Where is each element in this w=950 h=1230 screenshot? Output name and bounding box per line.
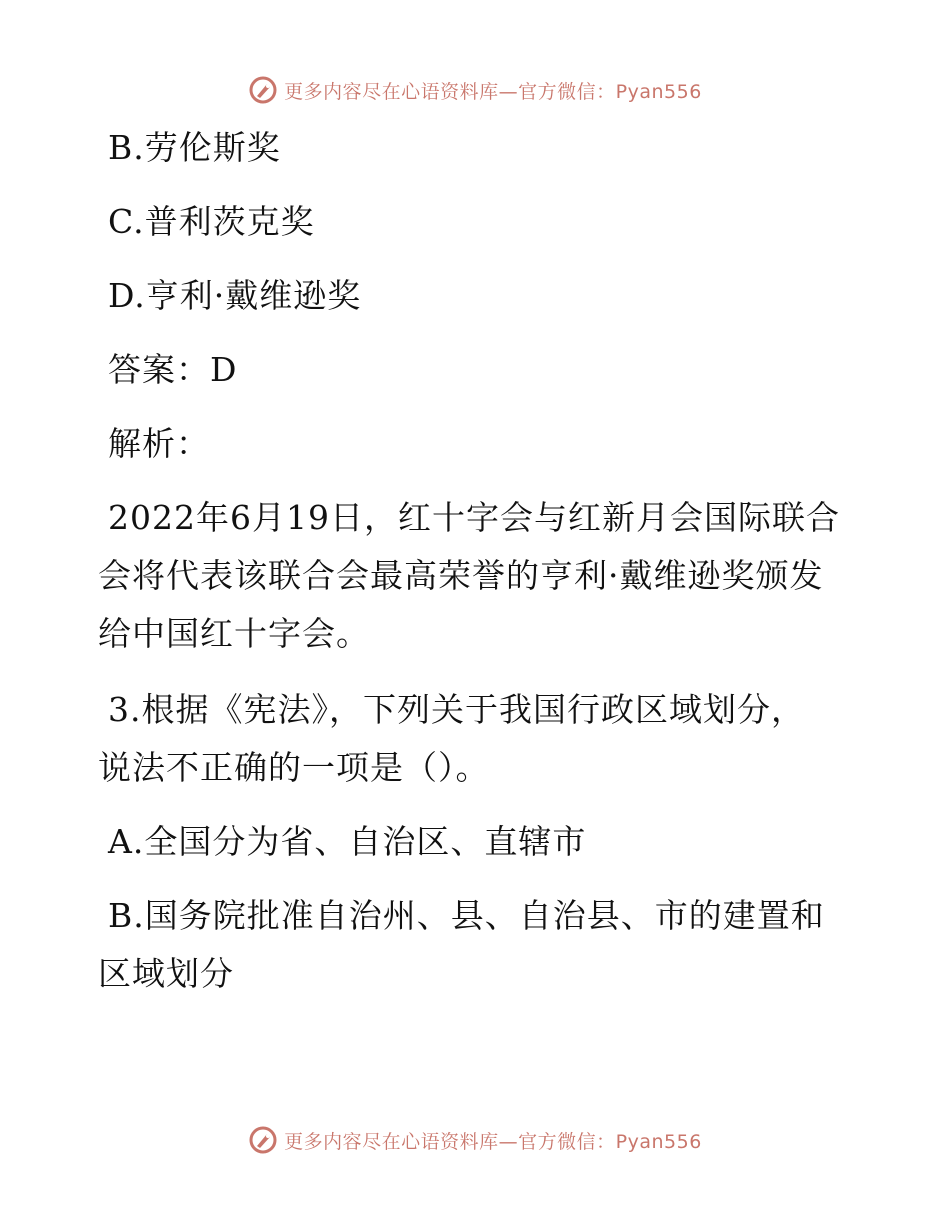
pen-nib-circle-icon	[248, 1125, 278, 1155]
option-d-text: D.亨利·戴维逊奖	[108, 276, 362, 315]
analysis-paragraph-line: 会将代表该联合会最高荣誉的亨利·戴维逊奖颁发	[98, 556, 824, 595]
question-3-stem: 3.根据《宪法》，下列关于我国行政区域划分，	[108, 690, 805, 729]
analysis-label: 解析：	[108, 424, 210, 463]
option-b-text: B.国务院批准自治州、县、自治县、市的建置和	[108, 896, 825, 935]
option-b-text-cont: 区域划分	[98, 954, 234, 993]
option-c-text: C.普利茨克奖	[108, 202, 315, 241]
watermark-text: 更多内容尽在心语资料库—官方微信：Pyan556	[284, 1130, 702, 1153]
answer-text: 答案：D	[108, 350, 238, 389]
analysis-paragraph-line: 给中国红十字会。	[98, 614, 370, 653]
watermark-text: 更多内容尽在心语资料库—官方微信：Pyan556	[284, 80, 702, 103]
option-a-text: A.全国分为省、自治区、直辖市	[108, 822, 587, 861]
option-b-text: B.劳伦斯奖	[108, 128, 281, 167]
analysis-paragraph-line: 2022年6月19日，红十字会与红新月会国际联合	[108, 498, 840, 537]
pen-nib-circle-icon	[248, 75, 278, 105]
header-watermark	[0, 70, 950, 110]
question-3-stem-cont: 说法不正确的一项是（）。	[98, 748, 490, 787]
footer-watermark	[0, 1120, 950, 1160]
